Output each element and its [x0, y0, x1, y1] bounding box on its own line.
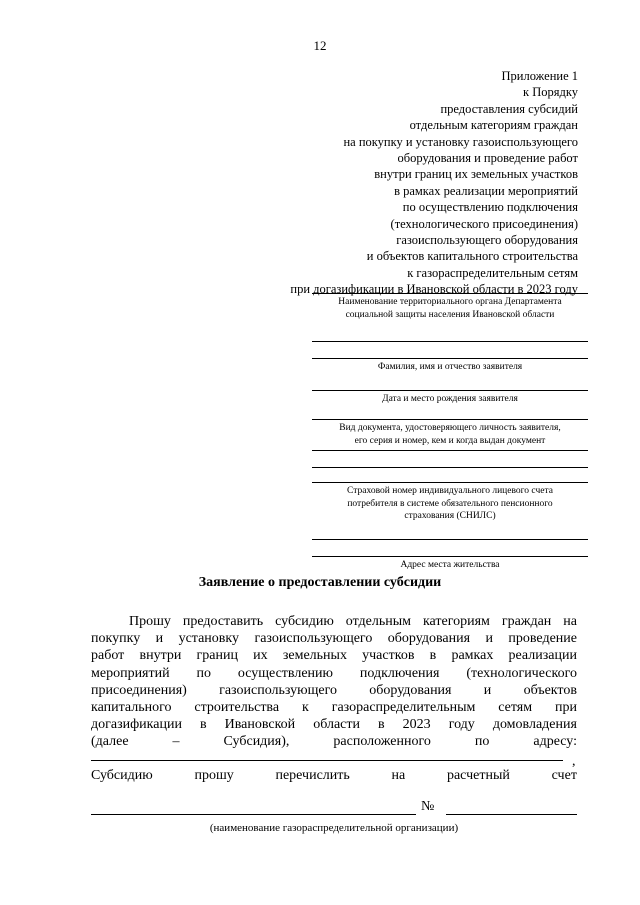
birth-field[interactable] — [312, 390, 588, 391]
statement-body — [91, 613, 577, 784]
birth-caption: Дата и место рождения заявителя — [382, 393, 518, 404]
appendix-line: Приложение 1 — [501, 69, 578, 83]
territorial-body-caption: социальной защиты населения Ивановской области — [345, 309, 555, 320]
applicant-name-caption: Фамилия, имя и отчество заявителя — [377, 362, 523, 372]
appendix-line: газоиспользующего оборудования — [396, 233, 578, 248]
snils-caption: потребителя в системе обязательного пенсионного — [347, 498, 553, 509]
applicant-name-field-1[interactable] — [312, 341, 588, 342]
statement-line: (далее – Субсидия), расположенного по адресу: — [91, 734, 577, 750]
applicant-name-field-2[interactable] — [312, 358, 588, 359]
appendix-line: предоставления субсидий — [440, 101, 578, 116]
statement-title: Заявление о предоставлении субсидии — [198, 575, 442, 590]
account-number-field[interactable] — [446, 814, 577, 815]
appendix-header — [218, 68, 578, 298]
account-row — [91, 799, 577, 822]
statement-line: капитального строительства к газораспределительным сетям при — [91, 700, 577, 716]
appendix-line: в рамках реализации мероприятий — [394, 183, 578, 198]
statement-line: догазификации в Ивановской области в 2023 году домовладения — [91, 717, 577, 733]
appendix-line: (технологического присоединения) — [390, 216, 578, 231]
appendix-line: оборудования и проведение работ — [397, 151, 578, 166]
address-caption: Адрес места жительства — [400, 559, 500, 570]
appendix-line: при догазификации в Ивановской области в 2023 году — [290, 282, 578, 297]
org-name-caption: (наименование газораспределительной организации) — [209, 822, 459, 834]
identity-doc-caption: его серия и номер, кем и когда выдан документ — [354, 435, 546, 446]
address-comma: , — [572, 754, 576, 769]
statement-line: присоединения) газоиспользующего оборудования и объектов — [91, 682, 577, 698]
statement-line: покупку и установку газоиспользующего оборудования и проведение — [91, 631, 577, 647]
appendix-line: и объектов капитального строительства — [366, 249, 578, 264]
org-name-field[interactable] — [91, 814, 416, 815]
identity-doc-field[interactable] — [312, 419, 588, 420]
number-sign: № — [421, 799, 435, 814]
appendix-line: к Порядку — [523, 85, 578, 100]
identity-doc-field-2[interactable] — [312, 450, 588, 451]
appendix-line: к газораспределительным сетям — [407, 265, 578, 280]
address-field-1[interactable] — [312, 539, 588, 540]
snils-caption: страхования (СНИЛС) — [404, 511, 496, 521]
statement-line: работ внутри границ их земельных участков в рамках реализации — [91, 648, 577, 664]
territorial-body-field[interactable] — [312, 293, 588, 294]
page-number: 12 — [313, 38, 327, 53]
appendix-line: на покупку и установку газоиспользующего — [343, 134, 578, 149]
appendix-line: отдельным категориям граждан — [409, 118, 578, 133]
address-blank-line[interactable] — [91, 751, 563, 761]
applicant-form-block — [312, 290, 588, 571]
snils-field-1[interactable] — [312, 467, 588, 468]
identity-doc-caption: Вид документа, удостоверяющего личность заявителя, — [339, 423, 561, 433]
statement-line: мероприятий по осуществлению подключения (технологического — [91, 665, 577, 681]
transfer-line: Субсидию прошу перечислить на расчетный счет — [91, 767, 577, 783]
appendix-line: внутри границ их земельных участков — [374, 167, 578, 182]
snils-field-2[interactable] — [312, 482, 588, 483]
snils-caption: Страховой номер индивидуального лицевого счета — [347, 486, 553, 496]
statement-line: Прошу предоставить субсидию отдельным категориям граждан на — [129, 614, 577, 629]
territorial-body-caption: Наименование территориального органа Департамента — [338, 297, 562, 307]
address-field-2[interactable] — [312, 556, 588, 557]
appendix-line: по осуществлению подключения — [402, 200, 578, 215]
